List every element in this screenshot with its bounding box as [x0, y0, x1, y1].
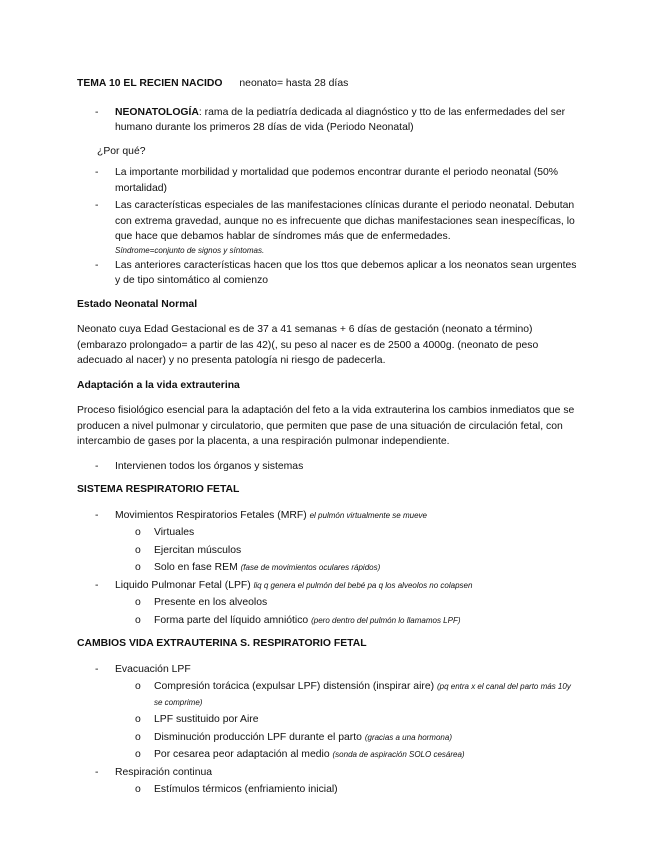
evac-item: - Evacuación LPF [95, 663, 191, 675]
mrf-subitem: o Virtuales [135, 527, 195, 538]
evac-subitem: o Compresión torácica (expulsar LPF) distensión (inspirar aire) (pq entra x el canal del parto más 10y se comprime) [135, 681, 571, 707]
mrf-subitem: o Solo en fase REM (fase de movimientos oculares rápidos) [135, 562, 381, 573]
adaptacion-bullet: - Intervienen todos los órganos y sistemas [95, 460, 304, 472]
estado-heading: Estado Neonatal Normal [77, 298, 198, 310]
evac-subitem: o LPF sustituido por Aire [135, 714, 259, 725]
title-note: neonato= hasta 28 días [239, 78, 349, 89]
evac-subitem: o Por cesarea peor adaptación al medio (sonda de aspiración SOLO cesárea) [135, 749, 465, 760]
estado-paragraph: Neonato cuya Edad Gestacional es de 37 a 41 semanas + 6 días de gestación (neonato a término) (embarazo prolongado= a partir de las 42)(, su peso al nacer es de 2500 a 4000g. (neonato de peso adecuado al nacer) y no presenta patología ni riesgo de padecerla. [77, 324, 539, 366]
lpf-subitem: o Forma parte del líquido amniótico (pero dentro del pulmón lo llamamos LPF) [135, 614, 461, 626]
adaptacion-paragraph: Proceso fisiológico esencial para la adaptación del feto a la vida extrauterina los cambios inmediatos que se producen a nivel pulmonar y circulatorio, que permiten que pase de una situación de circulación fetal, con intercambio de gases por la placenta, a una respiración pulmonar independiente. [77, 405, 575, 447]
mrf-note: el pulmón virtualmente se mueve [309, 510, 427, 520]
mrf-item: - Movimientos Respiratorios Fetales (MRF) el pulmón virtualmente se mueve [95, 509, 427, 521]
neonatologia-term: NEONATOLOGÍA [115, 106, 199, 118]
document-title-line [77, 76, 577, 92]
sistema-heading: SISTEMA RESPIRATORIO FETAL [77, 484, 240, 495]
resp-subitem: o Estímulos térmicos (enfriamiento inicial) [135, 784, 338, 795]
resp-item: - Respiración continua [95, 766, 213, 778]
neonatologia-definition: - NEONATOLOGÍA: rama de la pediatría dedicada al diagnóstico y tto de las enfermedades del ser humano durante los primeros 28 días de vida (Periodo Neonatal) [95, 106, 566, 133]
lpf-item: - Liquido Pulmonar Fetal (LPF) liq q genera el pulmón del bebé pa q los alveolos no colapsen [95, 579, 473, 591]
document-title: TEMA 10 EL RECIEN NACIDO [77, 78, 223, 89]
neonatologia-text: : rama de la pediatría dedicada al diagnóstico y tto de las enfermedades del ser humano durante los primeros 28 días de vida (Periodo Neonatal) [115, 106, 566, 133]
cambios-heading: CAMBIOS VIDA EXTRAUTERINA S. RESPIRATORIO FETAL [77, 638, 367, 649]
why-item: - Las características especiales de las manifestaciones clínicas durante el periodo neonatal. Debutan con extrema gravedad, aunque no es infrecuente que dichas manifestaciones sean inespecíficas, lo que hace que debamos hablar de síndromes más que de enfermedades. Síndrome=conjunto de signos y síntomas. [77, 198, 577, 256]
lpf-note: liq q genera el pulmón del bebé pa q los alveolos no colapsen [253, 580, 473, 590]
why-question: ¿Por qué? [97, 145, 146, 157]
amnio-note: (pero dentro del pulmón lo llamamos LPF) [311, 615, 461, 625]
lpf-subitem: o Presente en los alveolos [135, 597, 268, 608]
mrf-subitem: o Ejercitan músculos [135, 544, 242, 556]
evac-subitem: o Disminución producción LPF durante el parto (gracias a una hormona) [135, 731, 452, 743]
adaptacion-heading: Adaptación a la vida extrauterina [77, 379, 240, 391]
syndrome-note: Síndrome=conjunto de signos y síntomas. [115, 245, 265, 255]
why-item: - Las anteriores características hacen que los ttos que debemos aplicar a los neonatos sean urgentes y de tipo sintomático al comienzo [95, 259, 577, 286]
why-item: - La importante morbilidad y mortalidad que podemos encontrar durante el periodo neonatal (50% mortalidad) [95, 167, 559, 194]
document-page [77, 76, 577, 800]
rem-note: (fase de movimientos oculares rápidos) [240, 563, 381, 572]
